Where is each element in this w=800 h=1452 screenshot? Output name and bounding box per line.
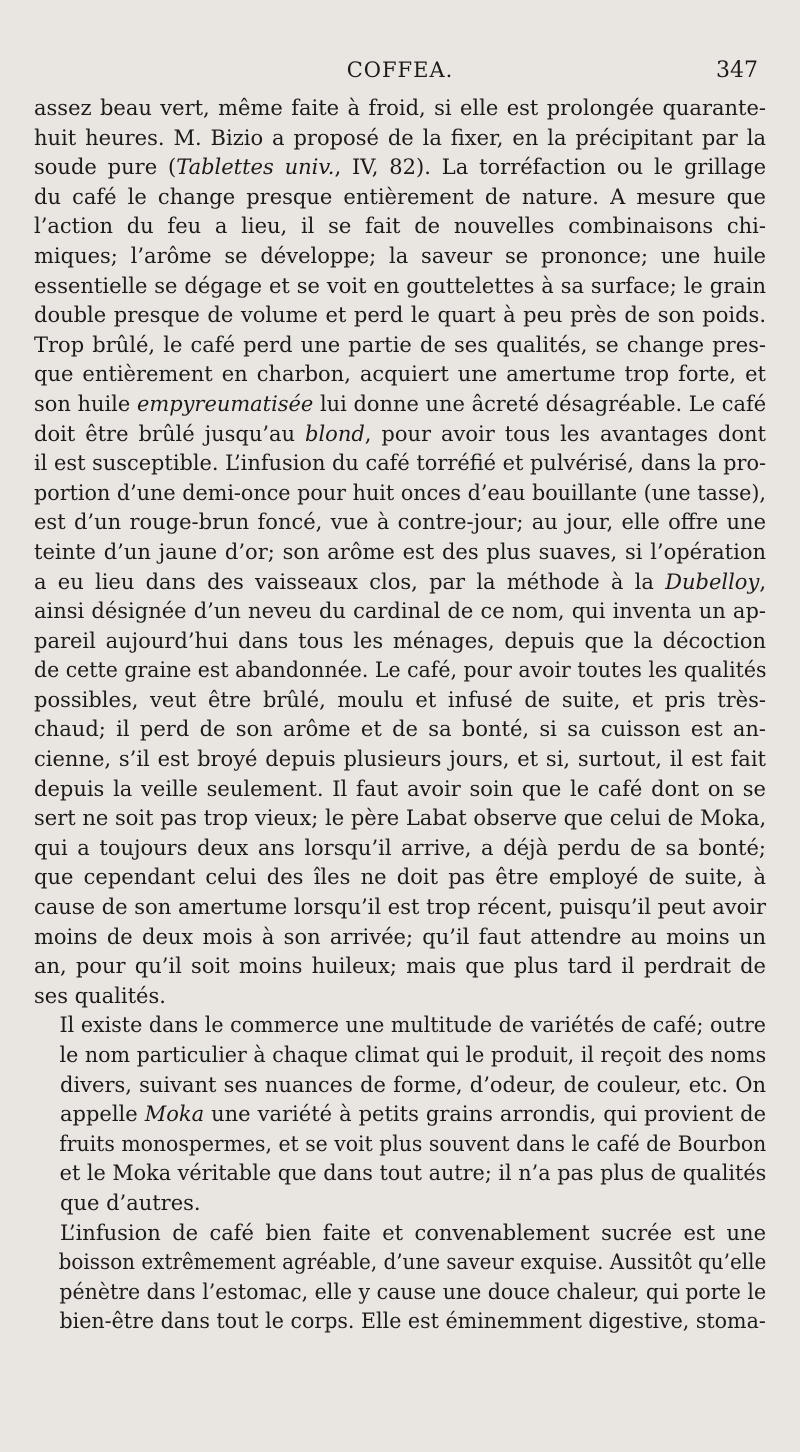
text-line xyxy=(34,597,766,627)
text-line xyxy=(34,686,766,716)
italic-text: blond xyxy=(305,421,365,446)
text-line xyxy=(34,1041,766,1071)
text-segment: cause de son amertume lorsqu’il est trop récent, puisqu’il peut avoir xyxy=(34,895,766,920)
text-segment: divers, suivant ses nuances de forme, d’odeur, de couleur, etc. On xyxy=(60,1072,766,1097)
text-line xyxy=(34,153,766,183)
text-segment: a eu lieu dans des vaisseaux clos, par la méthode à la xyxy=(34,569,666,594)
text-line xyxy=(34,656,766,686)
text-segment: que cependant celui des îles ne doit pas être employé de suite, à xyxy=(34,865,766,890)
text-segment: moins de deux mois à son arrivée; qu’il faut attendre au moins un xyxy=(34,924,766,949)
page-header xyxy=(34,58,766,94)
text-segment: , IV, 82). La torréfaction ou le grillage xyxy=(334,155,766,180)
text-segment: miques; l’arôme se développe; la saveur se prononce; une huile xyxy=(34,243,766,268)
text-line xyxy=(34,242,766,272)
text-line xyxy=(34,360,766,390)
text-segment: pareil aujourd’hui dans tous les ménages, depuis que la décoction xyxy=(34,628,766,653)
italic-text: Dubelloy xyxy=(665,569,760,594)
paragraph xyxy=(34,1219,766,1337)
text-line xyxy=(34,923,766,953)
text-segment: de cette graine est abandonnée. Le café, pour avoir toutes les qualités xyxy=(34,658,767,683)
text-line xyxy=(34,508,766,538)
text-line xyxy=(34,331,766,361)
text-segment: L’infusion de café bien faite et convenablement sucrée est une xyxy=(60,1220,766,1245)
text-segment: , pour avoir tous les avantages dont xyxy=(364,421,766,446)
italic-text: Moka xyxy=(144,1102,205,1127)
text-line xyxy=(34,1307,766,1337)
text-line xyxy=(34,982,766,1012)
text-line xyxy=(34,715,766,745)
text-line xyxy=(34,627,766,657)
text-segment: assez beau vert, même faite à froid, si elle est prolongée quarante- xyxy=(34,96,766,120)
text-segment: cienne, s’il est broyé depuis plusieurs jours, et si, surtout, il est fait xyxy=(34,747,766,772)
text-segment: double presque de volume et perd le quart à peu près de son poids. xyxy=(34,303,766,328)
text-segment: depuis la veille seulement. Il faut avoir soin que le café dont on se xyxy=(34,776,766,801)
text-segment: lui donne une âcreté désagréable. Le café xyxy=(313,391,767,416)
text-line xyxy=(34,94,766,124)
text-segment: appelle xyxy=(60,1102,145,1127)
text-line xyxy=(34,420,766,450)
text-line xyxy=(34,1159,766,1189)
text-line xyxy=(34,745,766,775)
text-line xyxy=(34,568,766,598)
text-segment: huit heures. M. Bizio a proposé de la fixer, en la précipitant par la xyxy=(34,125,766,150)
text-line xyxy=(34,538,766,568)
text-line xyxy=(34,1219,766,1249)
text-segment: ainsi désignée d’un neveu du cardinal de ce nom, qui inventa un ap- xyxy=(34,599,766,624)
text-line xyxy=(34,834,766,864)
text-line xyxy=(34,301,766,331)
text-line xyxy=(34,390,766,420)
text-segment: an, pour qu’il soit moins huileux; mais que plus tard il perdrait de xyxy=(34,954,766,979)
text-line xyxy=(34,1189,766,1219)
text-segment: le nom particulier à chaque climat qui le produit, il reçoit des noms xyxy=(59,1043,767,1067)
text-line xyxy=(34,183,766,213)
text-segment: sert ne soit pas trop vieux; le père Labat observe que celui de Moka, xyxy=(34,806,767,831)
text-segment: l’action du feu a lieu, il se fait de nouvelles combinaisons chi- xyxy=(34,214,766,239)
text-segment: bien-être dans tout le corps. Elle est éminemment digestive, stoma- xyxy=(59,1309,766,1334)
body-text xyxy=(34,94,766,1337)
running-title: COFFEA. xyxy=(346,58,454,82)
text-segment: portion d’une demi-once pour huit onces d’eau bouillante (une tasse), xyxy=(34,480,766,505)
text-line xyxy=(34,1248,766,1278)
text-segment: , xyxy=(759,569,766,594)
text-line xyxy=(34,1130,766,1160)
text-line xyxy=(34,1278,766,1308)
text-segment: que entièrement en charbon, acquiert une amertume trop forte, et xyxy=(34,362,766,387)
text-segment: est d’un rouge-brun foncé, vue à contre-jour; au jour, elle offre une xyxy=(34,510,766,535)
text-segment: son huile xyxy=(34,391,137,416)
text-segment: chaud; il perd de son arôme et de sa bonté, si sa cuisson est an- xyxy=(34,717,766,742)
text-line xyxy=(34,893,766,923)
text-segment: soude pure ( xyxy=(34,155,177,180)
text-segment: qui a toujours deux ans lorsqu’il arrive, a déjà perdu de sa bonté; xyxy=(34,835,766,860)
text-segment: une variété à petits grains arrondis, qui provient de xyxy=(204,1102,766,1127)
text-segment: doit être brûlé jusqu’au xyxy=(34,421,306,446)
text-line xyxy=(34,479,766,509)
text-segment: essentielle se dégage et se voit en gouttelettes à sa surface; le grain xyxy=(34,273,766,298)
italic-text: empyreumatisée xyxy=(136,391,314,416)
text-segment: du café le change presque entièrement de nature. A mesure que xyxy=(34,184,766,209)
italic-text: Tablettes univ. xyxy=(176,155,335,180)
text-segment: ses qualités. xyxy=(34,983,166,1008)
text-segment: pénètre dans l’estomac, elle y cause une douce chaleur, qui porte le xyxy=(59,1279,767,1304)
text-segment: boisson extrêmement agréable, d’une saveur exquise. Aussitôt qu’elle xyxy=(58,1250,767,1275)
text-line xyxy=(34,1100,766,1130)
text-line xyxy=(34,124,766,154)
text-line xyxy=(34,1071,766,1101)
text-line xyxy=(34,863,766,893)
page-number: 347 xyxy=(716,58,758,83)
text-segment: et le Moka véritable que dans tout autre; il n’a pas plus de qualités xyxy=(59,1161,767,1186)
text-line xyxy=(34,1011,766,1041)
text-segment: possibles, veut être brûlé, moulu et infusé de suite, et pris très- xyxy=(34,687,766,712)
text-segment: que d’autres. xyxy=(60,1190,201,1215)
text-segment: Il existe dans le commerce une multitude de variétés de café; outre xyxy=(59,1013,766,1038)
text-line xyxy=(34,952,766,982)
paragraph xyxy=(34,1011,766,1218)
paragraph xyxy=(34,94,766,1011)
text-segment: Trop brûlé, le café perd une partie de ses qualités, se change pres- xyxy=(34,332,766,357)
text-line xyxy=(34,212,766,242)
text-segment: fruits monospermes, et se voit plus souvent dans le café de Bourbon xyxy=(59,1131,767,1156)
text-segment: il est susceptible. L’infusion du café torréfié et pulvérisé, dans la pro- xyxy=(34,451,767,476)
text-line xyxy=(34,272,766,302)
text-line xyxy=(34,449,766,479)
text-line xyxy=(34,775,766,805)
text-segment: teinte d’un jaune d’or; son arôme est des plus suaves, si l’opération xyxy=(34,539,766,564)
text-line xyxy=(34,804,766,834)
